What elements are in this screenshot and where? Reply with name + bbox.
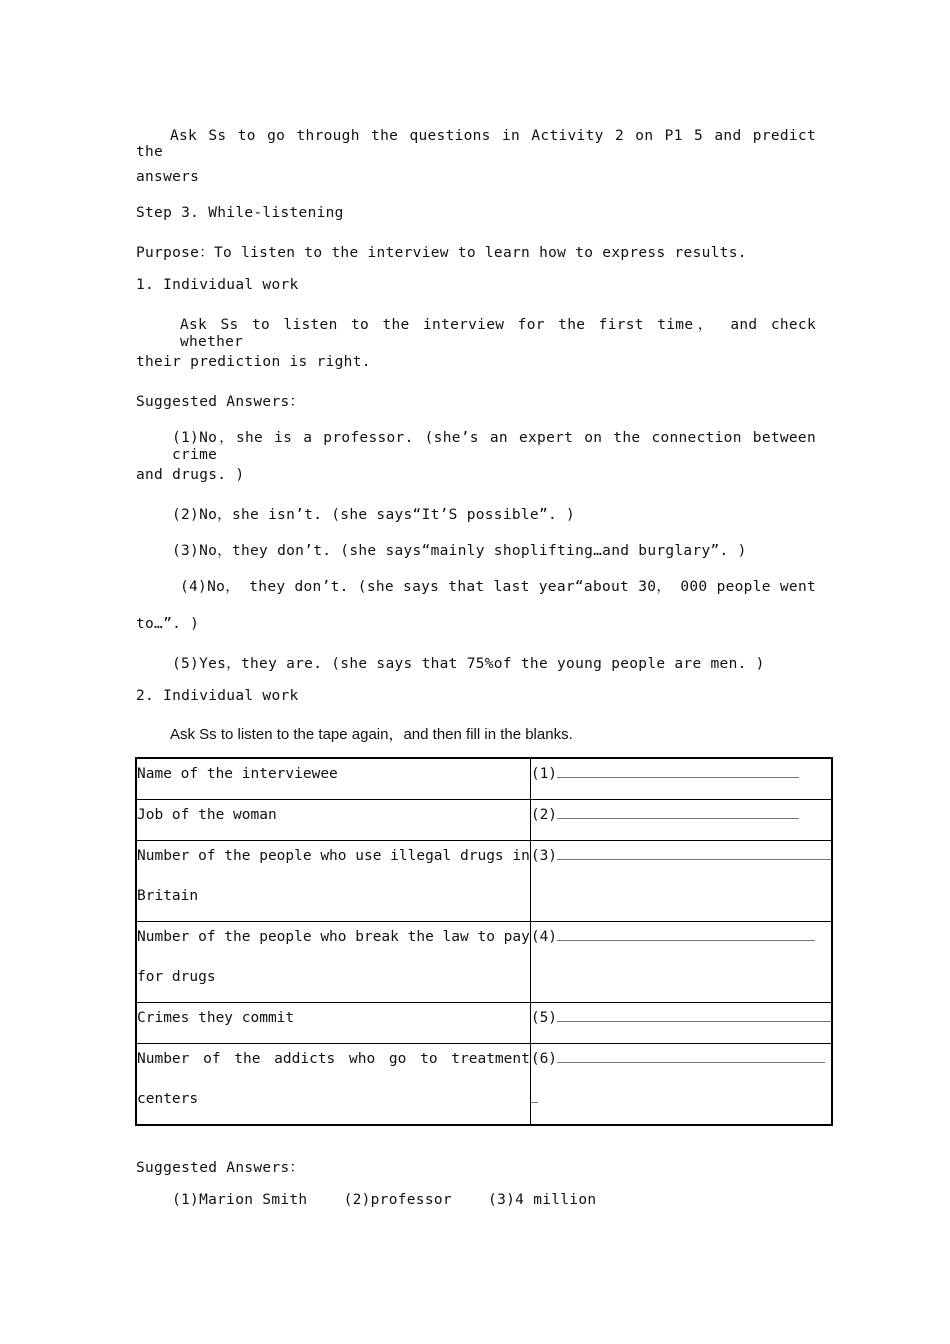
table-answer-cell[interactable]: (3): [530, 841, 832, 922]
purpose-line: Purpose：To listen to the interview to learn how to express results.: [136, 245, 747, 261]
step-3-heading: Step 3. While-listening: [136, 205, 344, 221]
table-row: [136, 922, 832, 1003]
fill-in-table: [135, 757, 833, 1126]
table-row: [136, 800, 832, 841]
answer-3: (3)No，they don’t. (she says“mainly shoplifting…and burglary”. ): [172, 543, 747, 559]
table-row: [136, 1003, 832, 1044]
table-question-cell: Number of the addicts who go to treatment centers: [136, 1044, 530, 1126]
table-answer-cell[interactable]: (4): [530, 922, 832, 1003]
answer-blank-4[interactable]: [557, 926, 815, 941]
individual-work-2-heading: 2. Individual work: [136, 688, 299, 704]
answer-1-line1: (1)No，she is a professor. (she’s an expert on the connection between crime: [172, 430, 816, 463]
table-question-cell: Name of the interviewee: [136, 758, 530, 800]
table-question-cell: Number of the people who break the law to pay for drugs: [136, 922, 530, 1003]
table-question-cell: Crimes they commit: [136, 1003, 530, 1044]
fill-in-instruction: Ask Ss to listen to the tape again，and then fill in the blanks.: [170, 726, 573, 743]
table-answer-cell[interactable]: (6): [530, 1044, 832, 1126]
answer-4-line1: (4)No， they don’t. (she says that last year“about 30， 000 people went: [180, 579, 816, 595]
final-answers-line: (1)Marion Smith (2)professor (3)4 million: [172, 1192, 597, 1208]
answer-1-line2: and drugs. ): [136, 467, 245, 483]
table-question-cell: Job of the woman: [136, 800, 530, 841]
answer-4-line2: to…”. ): [136, 616, 200, 632]
answer-blank-2[interactable]: [557, 804, 799, 819]
table-row: [136, 841, 832, 922]
individual-work-1-heading: 1. Individual work: [136, 277, 299, 293]
suggested-answers-label-2: Suggested Answers：: [136, 1160, 305, 1176]
table-row: [136, 1044, 832, 1126]
paragraph-predict-line2: answers: [136, 169, 200, 185]
paragraph-listen-line2: their prediction is right.: [136, 354, 371, 370]
answer-5: (5)Yes，they are. (she says that 75%of the young people are men. ): [172, 656, 765, 672]
table-answer-cell[interactable]: (1): [530, 758, 832, 800]
table-question-cell: Number of the people who use illegal drugs in Britain: [136, 841, 530, 922]
answer-blank-6[interactable]: [557, 1048, 825, 1063]
paragraph-predict-line1: Ask Ss to go through the questions in Activity 2 on P1 5 and predict the: [136, 128, 816, 160]
table-answer-cell[interactable]: (2): [530, 800, 832, 841]
answer-blank-1[interactable]: [557, 763, 799, 778]
table-answer-cell[interactable]: (5): [530, 1003, 832, 1044]
answer-blank-6-continued[interactable]: [531, 1088, 538, 1103]
answer-blank-3[interactable]: [557, 845, 831, 860]
suggested-answers-label-1: Suggested Answers：: [136, 394, 305, 410]
table-row: [136, 758, 832, 800]
paragraph-listen-line1: Ask Ss to listen to the interview for the first time， and check whether: [180, 317, 816, 350]
answer-2: (2)No，she isn’t. (she says“It’S possible”. ): [172, 507, 576, 523]
answer-blank-5[interactable]: [557, 1007, 831, 1022]
